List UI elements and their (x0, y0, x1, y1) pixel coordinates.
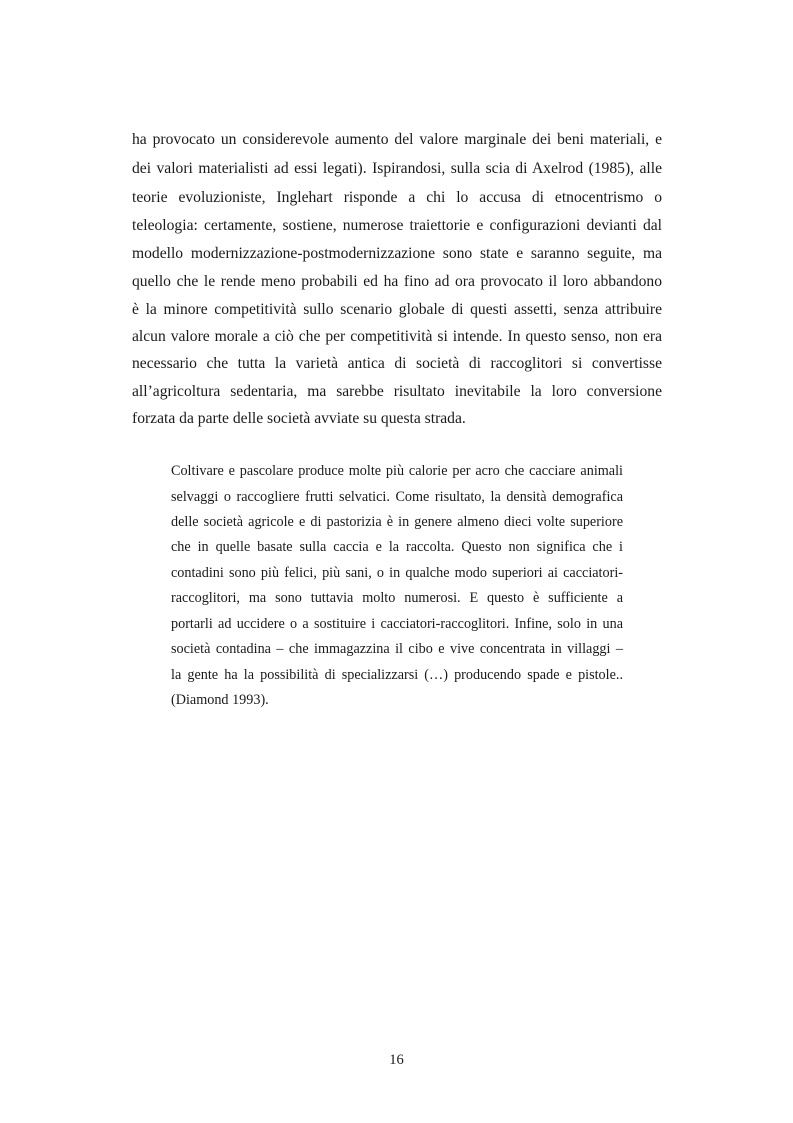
quote-line: società contadina – che immagazzina il cibo e vive concentrata in villaggi – (171, 641, 623, 657)
quote-line: che in quelle basate sulla caccia e la raccolta. Questo non significa che i (171, 539, 623, 555)
paragraph-line: necessario che tutta la varietà antica di società di raccoglitori si convertisse (132, 355, 662, 372)
quote-line: selvaggi o raccogliere frutti selvatici. Come risultato, la densità demografica (171, 489, 623, 505)
quote-line: portarli ad uccidere o a sostituire i cacciatori-raccoglitori. Infine, solo in una (171, 616, 623, 632)
quote-line: raccoglitori, ma sono tuttavia molto numerosi. E questo è sufficiente a (171, 590, 623, 606)
paragraph-line: ha provocato un considerevole aumento del valore marginale dei beni materiali, e (132, 131, 662, 148)
quote-line: la gente ha la possibilità di specializzarsi (…) producendo spade e pistole.. (171, 667, 623, 683)
paragraph-line: alcun valore morale a ciò che per competitività si intende. In questo senso, non era (132, 328, 662, 345)
paragraph-line: quello che le rende meno probabili ed ha fino ad ora provocato il loro abbandono (132, 273, 662, 290)
paragraph-line: teorie evoluzioniste, Inglehart risponde a chi lo accusa di etnocentrismo o (132, 189, 662, 206)
quote-citation: (Diamond 1993). (171, 692, 269, 708)
paragraph-line: all’agricoltura sedentaria, ma sarebbe risultato inevitabile la loro conversione (132, 383, 662, 400)
quote-line: contadini sono più felici, più sani, o in qualche modo superiori ai cacciatori- (171, 565, 623, 581)
paragraph-line: teleologia: certamente, sostiene, numerose traiettorie e configurazioni devianti dal (132, 217, 662, 234)
quote-line: Coltivare e pascolare produce molte più calorie per acro che cacciare animali (171, 463, 623, 479)
paragraph-line: modello modernizzazione-postmodernizzazione sono state e saranno seguite, ma (132, 245, 662, 262)
page-number: 16 (389, 1052, 404, 1068)
paragraph-line: forzata da parte delle società avviate su questa strada. (132, 410, 466, 427)
paragraph-line: dei valori materialisti ad essi legati). Ispirandosi, sulla scia di Axelrod (1985), alle (132, 160, 662, 177)
quote-line: delle società agricole e di pastorizia è in genere almeno dieci volte superiore (171, 514, 623, 530)
paragraph-line: è la minore competitività sullo scenario globale di questi assetti, senza attribuire (132, 301, 662, 318)
